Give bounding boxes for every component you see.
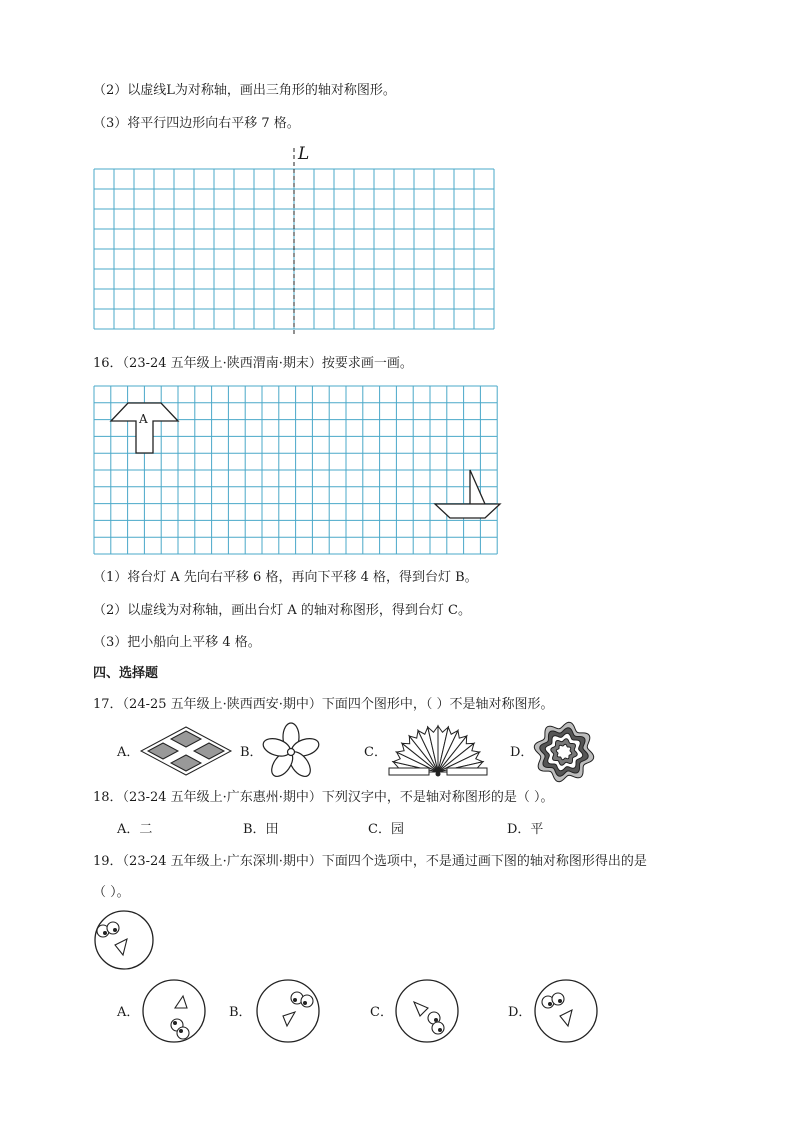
q18-option-b: B．田 [243,822,279,837]
q17-figure-c [386,720,492,780]
q18-stem: 18．（23-24 五年级上·广东惠州·期中）下列汉字中，不是轴对称图形的是（ ）。 [93,790,554,805]
axis-L-label: L [298,144,310,164]
q19-reference-face [93,909,155,971]
wavy-ring [556,744,571,759]
section4-title: 四、选择题 [93,666,159,681]
q17-figure-a [140,726,232,776]
lamp-a-label: A [139,412,148,426]
q19-face-d [533,978,599,1044]
q18-option-d: D．平 [507,822,544,837]
q19-option-b: B． [229,1005,252,1020]
q16-sub1: （1）将台灯 A 先向右平移 6 格，再向下平移 4 格，得到台灯 B。 [93,570,478,585]
q15-sub3: （3）将平行四边形向右平移 7 格。 [93,116,300,131]
q19-face-a [141,978,207,1044]
q16-sub2: （2）以虚线为对称轴，画出台灯 A 的轴对称图形，得到台灯 C。 [93,603,472,618]
q16-stem: 16．（23-24 五年级上·陕西渭南·期末）按要求画一画。 [93,356,413,371]
q19-stem-line1: 19．（23-24 五年级上·广东深圳·期中）下面四个选项中，不是通过画下图的轴对称图形得出的是 [93,854,647,869]
q19-option-a: A． [117,1005,140,1020]
q19-stem-line2: （ ）。 [93,885,130,900]
q19-face-b [255,978,321,1044]
q19-face-c [394,978,460,1044]
q17-figure-b [261,722,321,782]
q19-option-c: C． [370,1005,393,1020]
q18-option-a: A．二 [117,822,153,837]
q17-option-c: C． [364,745,387,760]
q19-option-d: D． [508,1005,532,1020]
q17-option-a: A． [117,745,140,760]
q16-sub3: （3）把小船向上平移 4 格。 [93,635,261,650]
q17-stem: 17．（24-25 五年级上·陕西西安·期中）下面四个图形中，（ ）不是轴对称图形。 [93,697,554,712]
q17-option-d: D． [510,745,534,760]
boat-hull [435,504,500,518]
q18-option-c: C．园 [368,822,404,837]
q17-figure-d [534,722,594,782]
q15-sub2: （2）以虚线L为对称轴，画出三角形的轴对称图形。 [93,83,396,98]
q16-grid [0,0,794,560]
q17-option-b: B． [240,745,263,760]
